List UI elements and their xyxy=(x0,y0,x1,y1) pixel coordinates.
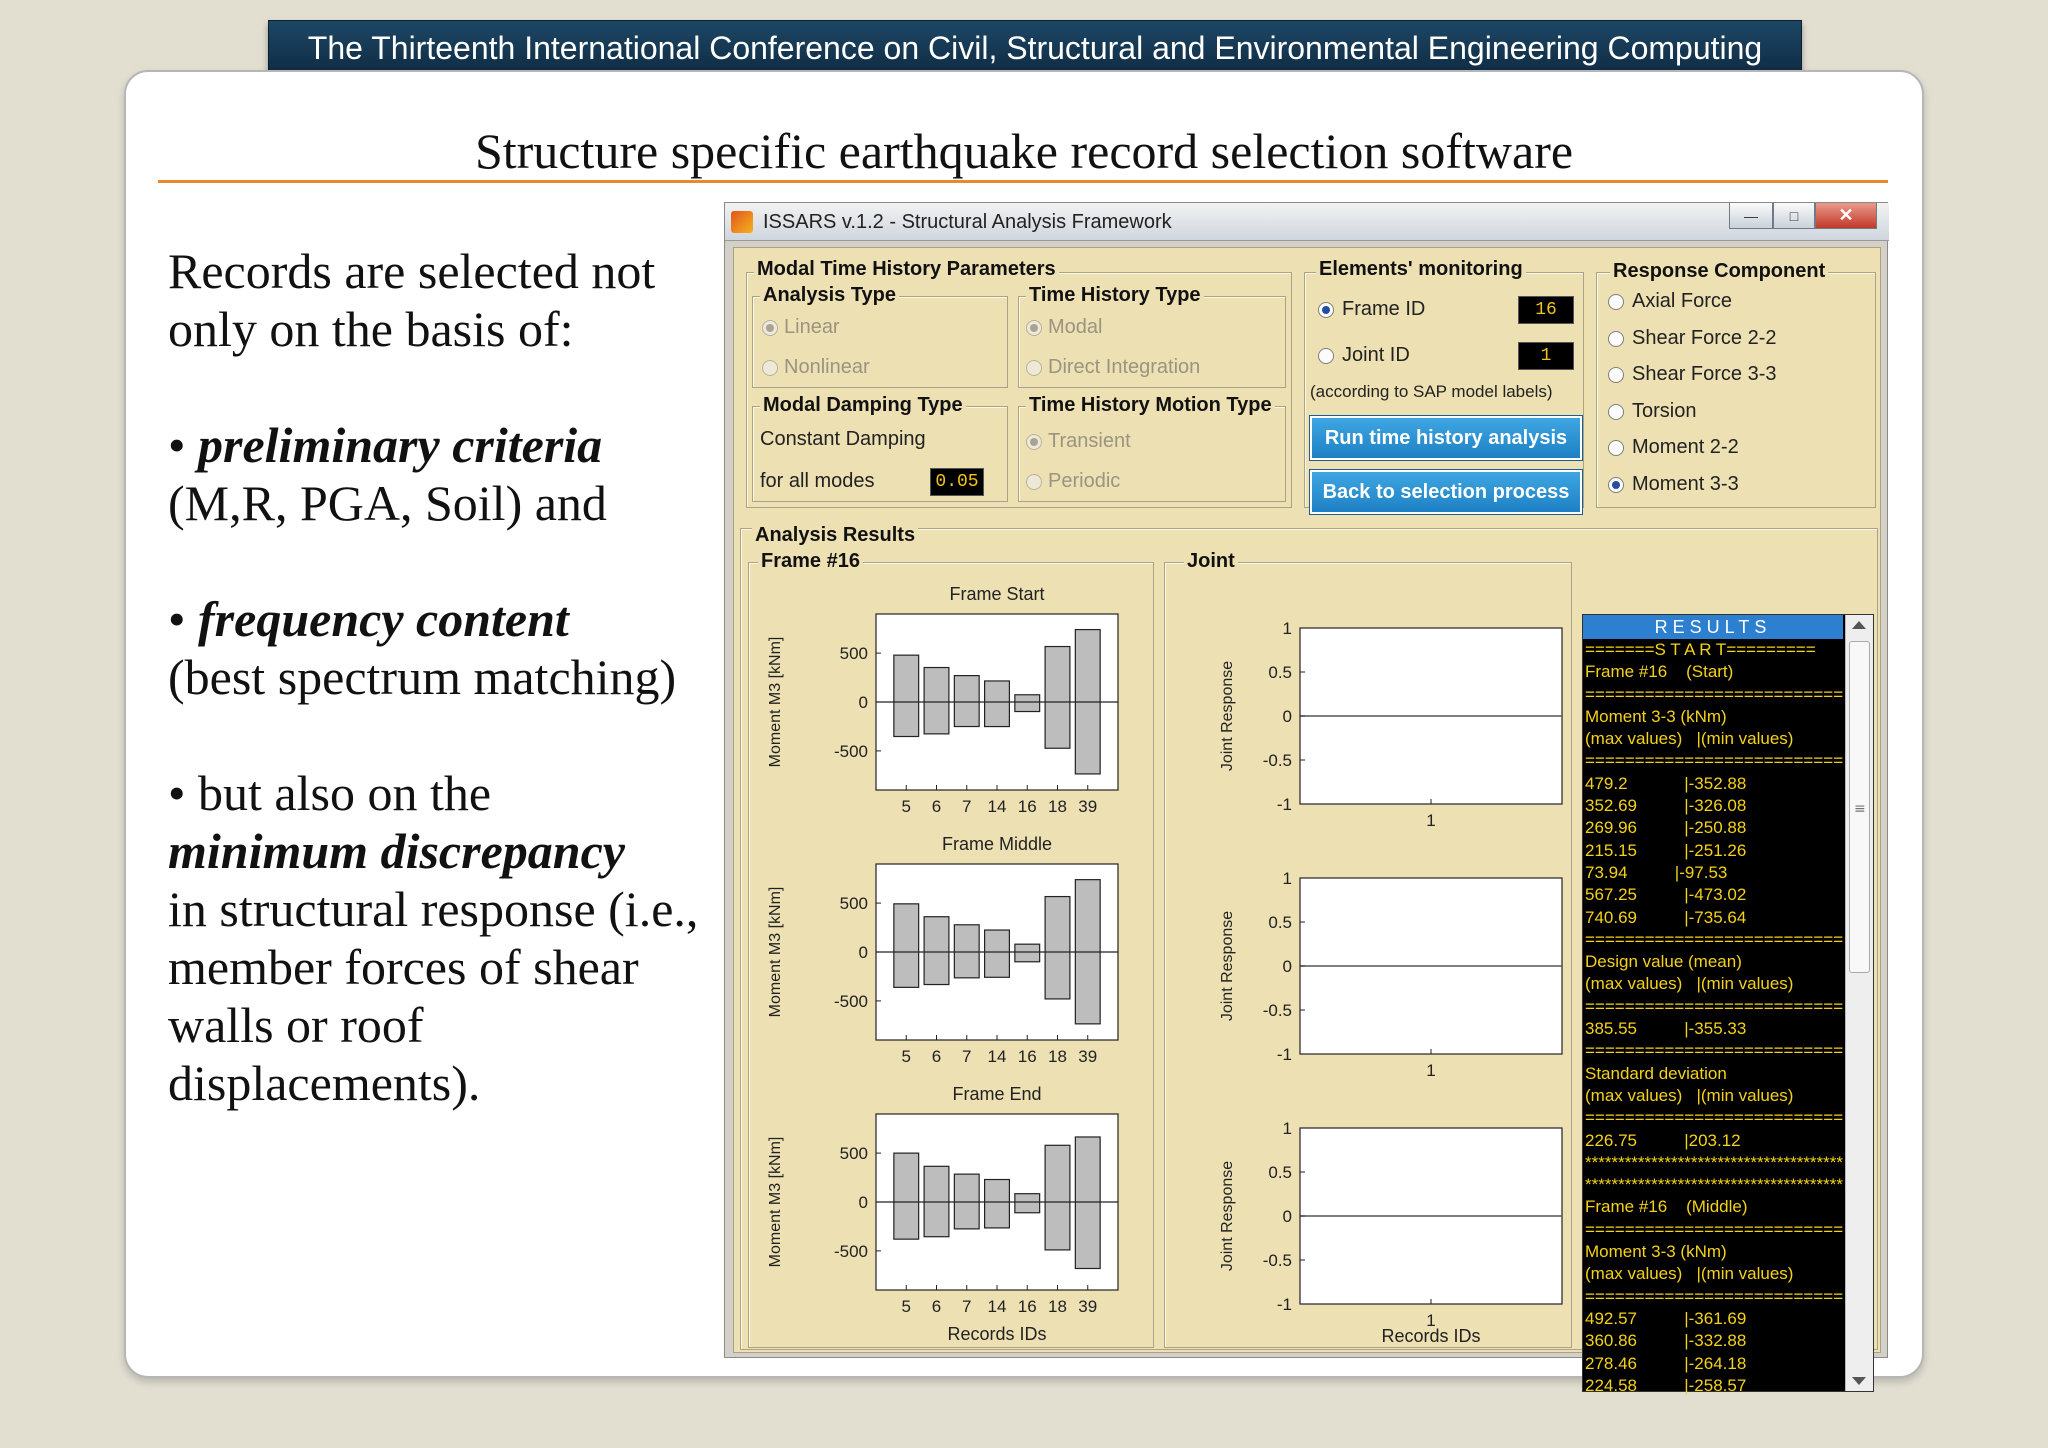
label-response-6: Moment 3-3 xyxy=(1632,472,1739,495)
y-tick-label: -1 xyxy=(1276,1295,1292,1314)
radio-response-4[interactable] xyxy=(1608,404,1624,420)
bullet-text xyxy=(168,242,728,1170)
y-tick-label: 0 xyxy=(1282,957,1292,976)
bullet-3-pre: but also on the xyxy=(198,765,492,821)
x-tick-label: 1 xyxy=(1426,811,1436,830)
bar-record-39 xyxy=(1075,1137,1100,1269)
results-line: 73.94 |-97.53 xyxy=(1585,862,1728,882)
label-response-5: Moment 2-2 xyxy=(1632,436,1739,458)
results-line: 492.57 |-361.69 xyxy=(1585,1308,1747,1328)
x-tick-label: 5 xyxy=(901,797,911,816)
matlab-app-icon xyxy=(731,211,753,233)
y-tick-label: -500 xyxy=(833,991,868,1011)
joint-y-axis-label: Joint Response xyxy=(1219,660,1236,772)
y-tick-label: 1 xyxy=(1282,1119,1292,1138)
bar-record-5 xyxy=(894,904,919,988)
y-tick-label: 1 xyxy=(1282,619,1292,638)
label-joint-id: Joint ID xyxy=(1342,344,1410,366)
label-response-3: Shear Force 3-3 xyxy=(1632,363,1777,385)
results-line: 352.69 |-326.08 xyxy=(1585,796,1747,816)
slide-title: Structure specific earthquake record selection software xyxy=(474,123,1574,179)
y-tick-label: -500 xyxy=(833,1241,868,1261)
results-line: ========================== xyxy=(1585,929,1844,949)
analysis-title: Analysis Results xyxy=(752,524,918,547)
bullet-2-bold: frequency content xyxy=(198,591,569,647)
results-line: (max values) |(min values) xyxy=(1585,1264,1794,1284)
results-line: 278.46 |-264.18 xyxy=(1585,1353,1747,1373)
x-tick-label: 6 xyxy=(931,1297,942,1316)
label-linear: Linear xyxy=(784,316,840,338)
analysis-type-title: Analysis Type xyxy=(760,284,899,307)
elements-title: Elements' monitoring xyxy=(1316,258,1526,281)
results-line: Frame #16 (Start) xyxy=(1585,662,1734,682)
radio-response-2[interactable] xyxy=(1608,331,1624,347)
y-tick-label: 500 xyxy=(839,644,868,664)
window-titlebar[interactable] xyxy=(725,203,1889,241)
results-line: ========================== xyxy=(1585,1108,1844,1128)
results-line: 360.86 |-332.88 xyxy=(1585,1331,1747,1351)
joint-y-axis-label: Joint Response xyxy=(1219,910,1236,1022)
frame-id-input[interactable]: 16 xyxy=(1518,296,1574,324)
results-text xyxy=(1585,639,1844,1397)
bar-record-7 xyxy=(954,676,979,727)
x-tick-label: 5 xyxy=(901,1047,911,1066)
damping-line1: Constant Damping xyxy=(760,428,926,450)
label-response-2: Shear Force 2-2 xyxy=(1632,326,1777,349)
joint-y-axis-label: Joint Response xyxy=(1219,1160,1236,1272)
conference-banner: The Thirteenth International Conference on Civil, Structural and Environmental Engineering Computing xyxy=(268,20,1802,76)
close-button[interactable]: ✕ xyxy=(1815,203,1877,229)
window-body xyxy=(733,247,1881,1395)
results-line: ========================== xyxy=(1585,1041,1844,1061)
results-line: 226.75 |203.12 xyxy=(1585,1130,1741,1150)
bar-record-7 xyxy=(954,925,979,978)
x-tick-label: 39 xyxy=(1078,1297,1098,1316)
results-line: *************************************** xyxy=(1585,1175,1844,1195)
bar-record-16 xyxy=(1015,1194,1040,1213)
title-divider xyxy=(158,180,1888,183)
label-periodic: Periodic xyxy=(1048,470,1121,492)
y-tick-label: -1 xyxy=(1276,795,1292,814)
scroll-down-icon[interactable] xyxy=(1852,1377,1866,1385)
bullet-3-bold: minimum discrepancy xyxy=(168,823,625,879)
y-tick-label: 0.5 xyxy=(1268,913,1292,932)
bar-record-5 xyxy=(894,655,919,736)
bullet-2-rest: (best spectrum matching) xyxy=(168,649,677,705)
bar-record-6 xyxy=(924,668,949,734)
back-to-selection-button[interactable]: Back to selection process xyxy=(1310,470,1582,514)
x-tick-label: 18 xyxy=(1048,797,1067,816)
run-analysis-button[interactable]: Run time history analysis xyxy=(1310,416,1582,460)
y-tick-label: 0 xyxy=(1282,707,1292,726)
y-tick-label: -0.5 xyxy=(1262,1251,1292,1270)
x-tick-label: 39 xyxy=(1078,1047,1098,1066)
x-tick-label: 14 xyxy=(987,1047,1007,1066)
motion-title: Time History Motion Type xyxy=(1026,394,1275,417)
y-tick-label: 0.5 xyxy=(1268,663,1292,682)
y-tick-label: 0 xyxy=(858,943,868,962)
joint-results-title: Joint xyxy=(1184,550,1238,573)
y-tick-label: 500 xyxy=(839,1144,868,1164)
y-tick-label: -500 xyxy=(833,741,868,761)
mthp-title: Modal Time History Parameters xyxy=(754,258,1059,281)
scroll-up-icon[interactable] xyxy=(1852,621,1866,629)
y-tick-label: 0 xyxy=(858,1193,868,1212)
results-line: =======S T A R T========= xyxy=(1585,640,1816,659)
results-line: ========================== xyxy=(1585,1286,1844,1306)
x-tick-label: 6 xyxy=(931,1047,942,1066)
bar-record-14 xyxy=(985,1180,1010,1228)
maximize-button[interactable]: □ xyxy=(1773,203,1815,229)
y-tick-label: 0.5 xyxy=(1268,1163,1292,1182)
x-tick-label: 1 xyxy=(1426,1061,1436,1080)
results-line: 567.25 |-473.02 xyxy=(1585,885,1747,905)
bullet-1-rest: (M,R, PGA, Soil) and xyxy=(168,475,607,531)
x-tick-label: 7 xyxy=(962,1297,972,1316)
bar-record-14 xyxy=(985,930,1010,977)
x-tick-label: 1 xyxy=(1426,1311,1436,1330)
frame-y-axis-label: Moment M3 [kNm] xyxy=(767,1136,784,1268)
minimize-button[interactable]: — xyxy=(1729,203,1773,229)
y-tick-label: -1 xyxy=(1276,1045,1292,1064)
damping-title: Modal Damping Type xyxy=(760,394,966,417)
frame-x-axis-label: Records IDs xyxy=(947,1324,1047,1344)
charts-canvas xyxy=(734,248,1574,1348)
x-tick-label: 18 xyxy=(1048,1297,1067,1316)
results-listbox[interactable] xyxy=(1582,614,1874,1395)
grip-icon: ≡ xyxy=(1854,801,1866,817)
bullet-1-bold: preliminary criteria xyxy=(198,417,603,473)
joint-x-axis-label: Records IDs xyxy=(1381,1326,1481,1346)
results-line: ========================== xyxy=(1585,684,1844,704)
label-nonlinear: Nonlinear xyxy=(784,356,870,378)
damping-input[interactable]: 0.05 xyxy=(930,468,984,496)
label-transient: Transient xyxy=(1048,430,1131,452)
results-line: 385.55 |-355.33 xyxy=(1585,1019,1747,1039)
sap-labels-note: (according to SAP model labels) xyxy=(1310,382,1553,401)
results-line: 740.69 |-735.64 xyxy=(1585,907,1747,927)
frame-y-axis-label: Moment M3 [kNm] xyxy=(767,636,784,768)
bullet-2: • frequency content (best spectrum matching) xyxy=(168,591,677,705)
bullet-3-rest: in structural response (i.e., member forces of shear walls or roof displacements). xyxy=(168,881,699,1111)
radio-response-3[interactable] xyxy=(1608,367,1624,383)
bar-record-16 xyxy=(1015,944,1040,962)
y-tick-label: 500 xyxy=(839,894,868,914)
x-tick-label: 39 xyxy=(1078,797,1098,816)
bar-record-18 xyxy=(1045,897,1070,999)
bar-record-5 xyxy=(894,1153,919,1239)
damping-line2: for all modes xyxy=(760,470,875,492)
results-line: Design value (mean) xyxy=(1585,952,1742,972)
y-tick-label: -0.5 xyxy=(1262,751,1292,770)
results-header: RESULTS xyxy=(1583,615,1843,639)
radio-response-1[interactable] xyxy=(1608,294,1624,310)
y-tick-label: 1 xyxy=(1282,869,1292,888)
results-line: Moment 3-3 (kNm) xyxy=(1585,1242,1727,1262)
window-title: ISSARS v.1.2 - Structural Analysis Framework xyxy=(763,211,1172,233)
frame-chart-title: Frame Start xyxy=(949,584,1045,604)
results-line: ========================== xyxy=(1585,996,1844,1016)
results-line: 215.15 |-251.26 xyxy=(1585,840,1747,860)
x-tick-label: 16 xyxy=(1017,1047,1037,1066)
results-line: Moment 3-3 (kNm) xyxy=(1585,706,1727,726)
joint-id-input[interactable]: 1 xyxy=(1518,342,1574,370)
label-frame-id: Frame ID xyxy=(1342,298,1426,320)
bullet-3: • but also on the minimum discrepancy in structural response (i.e., member forces of shear walls or roof displacements). xyxy=(168,765,699,1111)
issars-window xyxy=(724,202,1888,1395)
radio-response-5[interactable] xyxy=(1608,440,1624,456)
y-tick-label: 0 xyxy=(858,693,868,712)
bar-record-6 xyxy=(924,917,949,985)
frame-results-title: Frame #16 xyxy=(758,550,863,573)
label-direct-integration: Direct Integration xyxy=(1048,356,1201,378)
bar-record-16 xyxy=(1015,695,1040,712)
response-title: Response Component xyxy=(1610,260,1828,283)
frame-chart-title: Frame Middle xyxy=(941,834,1053,854)
y-tick-label: 0 xyxy=(1282,1207,1292,1226)
results-line: 224.58 |-258.57 xyxy=(1585,1375,1747,1395)
results-line: *************************************** xyxy=(1585,1152,1844,1172)
x-tick-label: 16 xyxy=(1017,797,1037,816)
label-modal: Modal xyxy=(1048,316,1103,338)
results-line: (max values) |(min values) xyxy=(1585,1085,1794,1105)
y-tick-label: -0.5 xyxy=(1262,1001,1292,1020)
x-tick-label: 14 xyxy=(987,1297,1007,1316)
results-line: 479.2 |-352.88 xyxy=(1585,773,1747,793)
x-tick-label: 6 xyxy=(931,797,942,816)
label-response-4: Torsion xyxy=(1632,399,1697,422)
bullet-1: • preliminary criteria (M,R, PGA, Soil) and xyxy=(168,417,607,531)
th-type-title: Time History Type xyxy=(1026,284,1204,307)
results-scrollbar[interactable] xyxy=(1845,615,1873,1391)
x-tick-label: 7 xyxy=(962,797,972,816)
x-tick-label: 14 xyxy=(987,797,1007,816)
results-line: Frame #16 (Middle) xyxy=(1585,1197,1748,1217)
results-line: ========================== xyxy=(1585,1219,1844,1239)
frame-y-axis-label: Moment M3 [kNm] xyxy=(767,886,784,1018)
x-tick-label: 18 xyxy=(1048,1047,1067,1066)
frame-chart-title: Frame End xyxy=(952,1084,1042,1104)
bullet-intro: Records are selected not only on the basis of: xyxy=(168,243,656,357)
bar-record-14 xyxy=(985,681,1010,727)
x-tick-label: 5 xyxy=(901,1297,911,1316)
bar-record-18 xyxy=(1045,647,1070,749)
x-tick-label: 16 xyxy=(1017,1297,1037,1316)
results-line: Standard deviation xyxy=(1585,1063,1727,1083)
results-line: (max values) |(min values) xyxy=(1585,974,1794,994)
x-tick-label: 7 xyxy=(962,1047,972,1066)
results-line: ========================== xyxy=(1585,751,1844,771)
label-response-1: Axial Force xyxy=(1632,290,1733,312)
radio-response-6[interactable] xyxy=(1608,477,1624,493)
bar-record-18 xyxy=(1045,1145,1070,1250)
results-line: 269.96 |-250.88 xyxy=(1585,818,1747,838)
results-line: (max values) |(min values) xyxy=(1585,729,1794,749)
